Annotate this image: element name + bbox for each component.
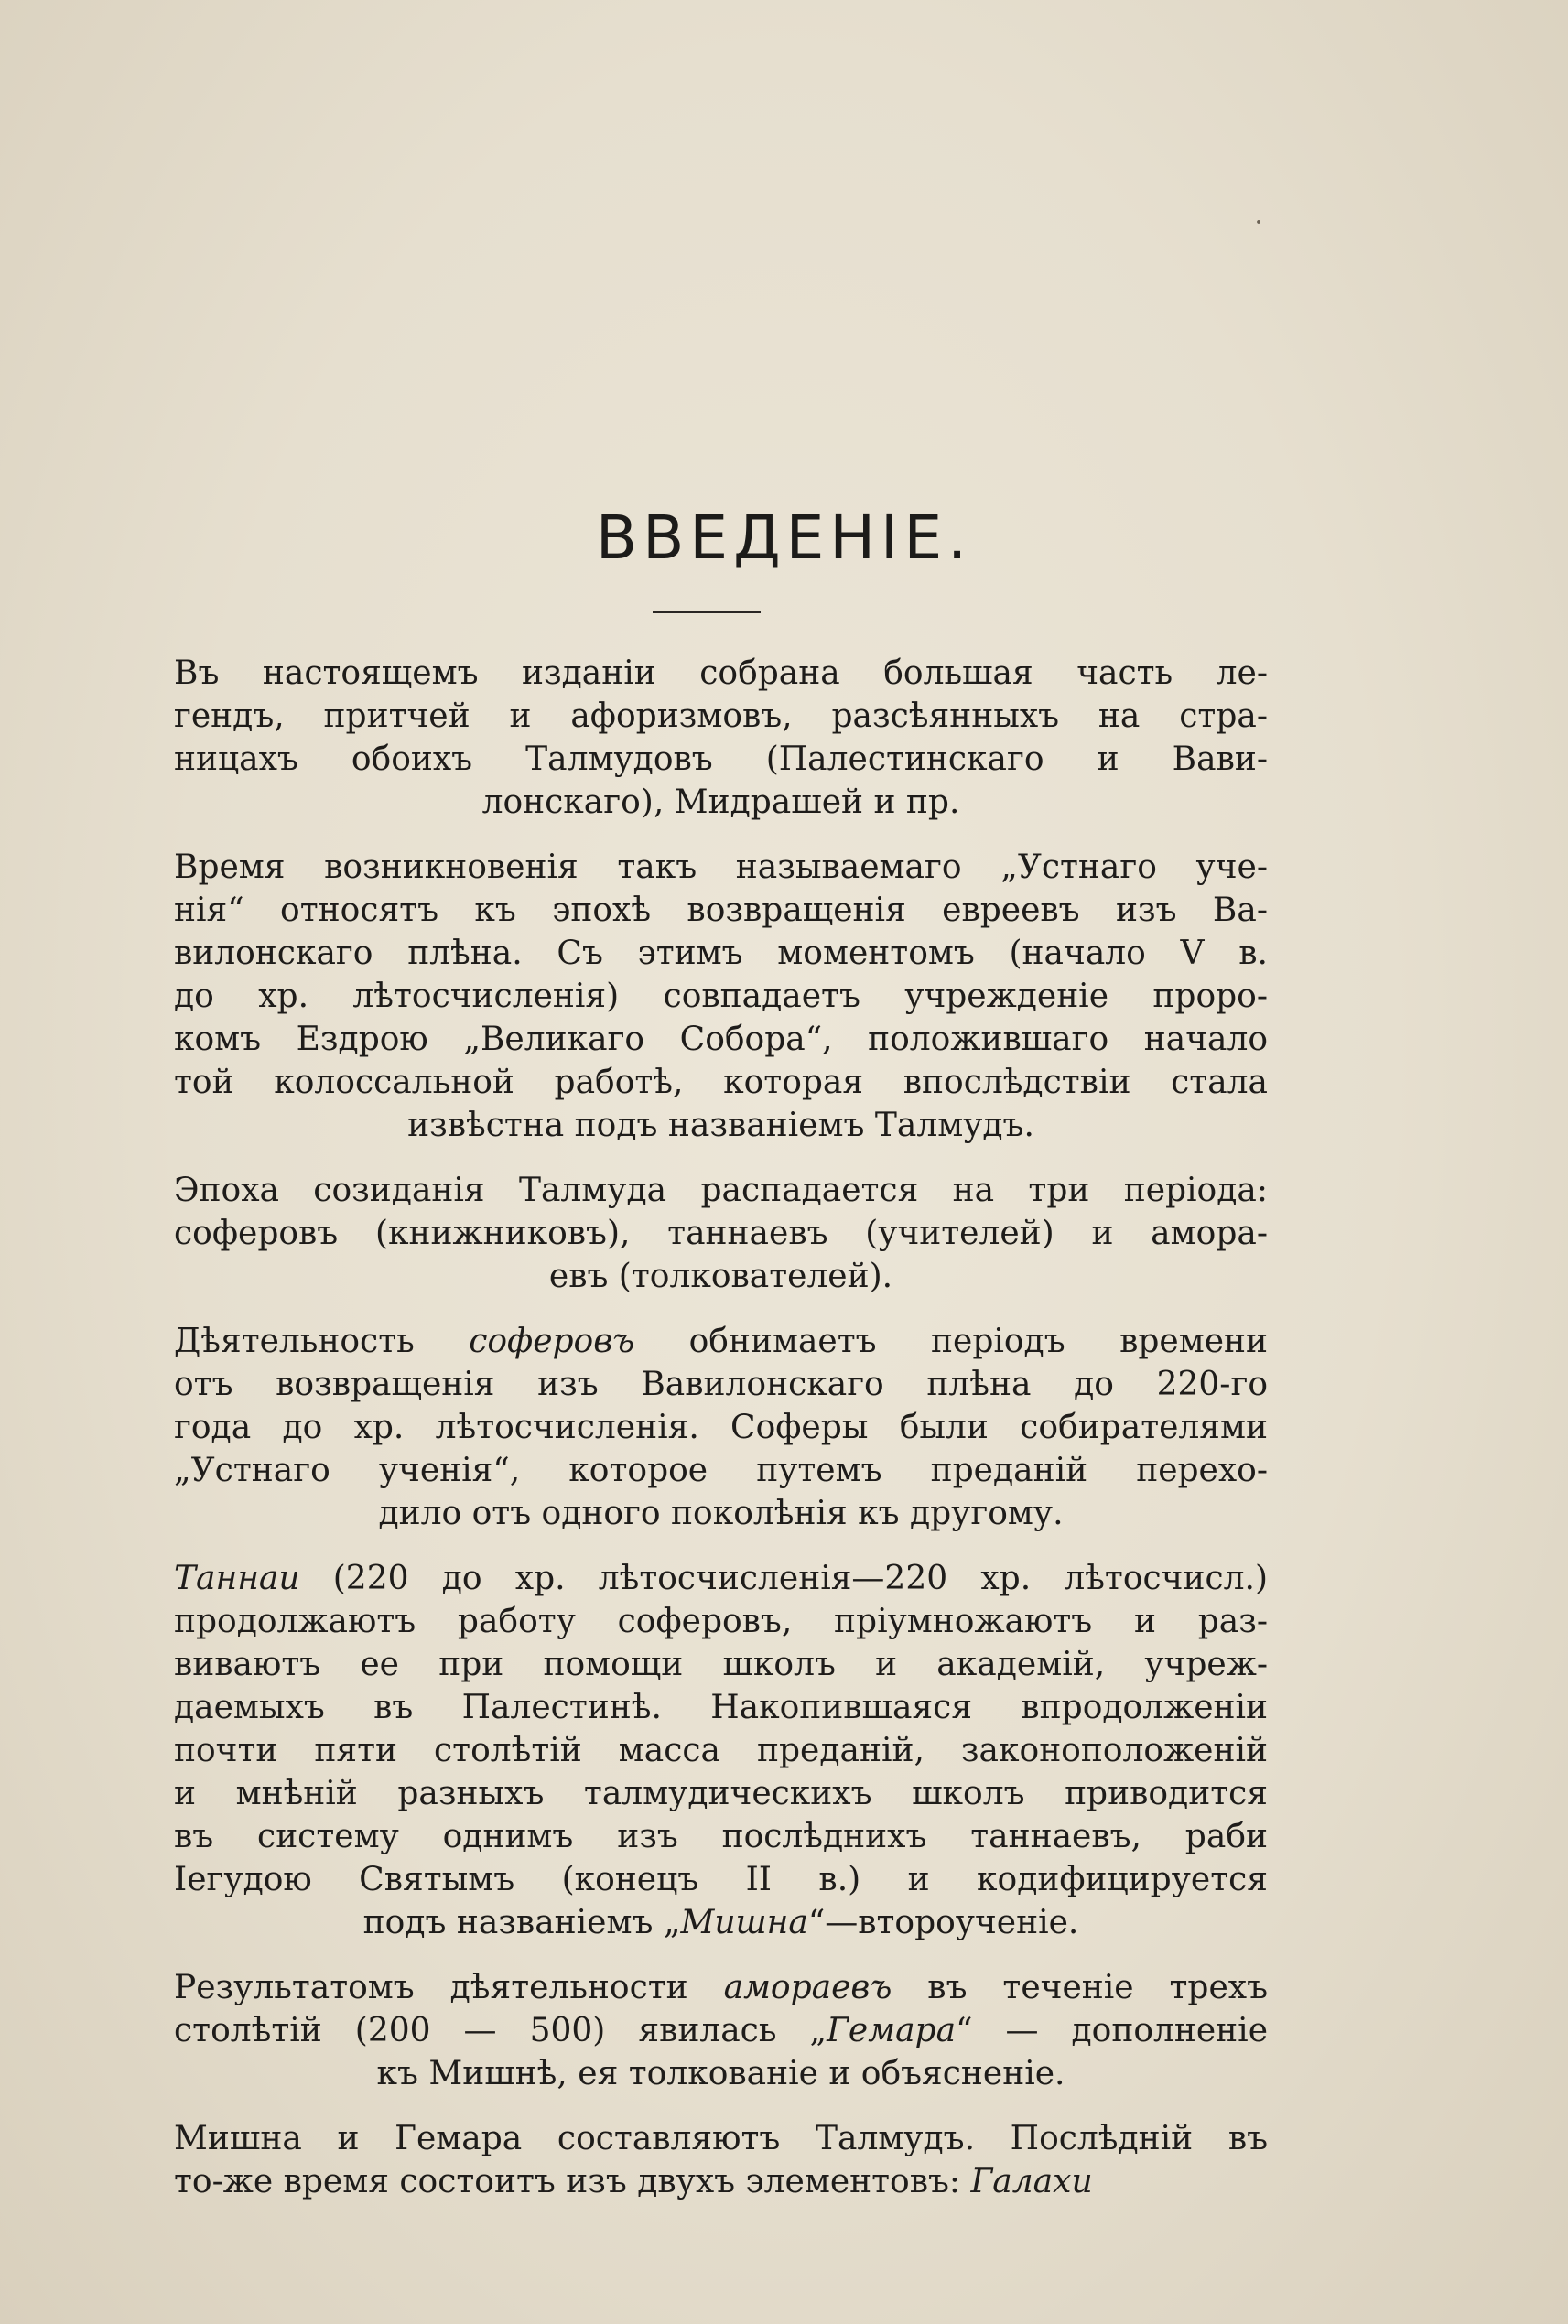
text-line (174, 1449, 1268, 1492)
title-rule (653, 611, 761, 613)
text-segment: вилонскаго плѣна. Съ этимъ моментомъ (начало V в. (174, 935, 1268, 972)
text-segment: “ — дополненіе (956, 2012, 1268, 2049)
text-segment: (220 до хр. лѣтосчисленія—220 хр. лѣтосчисл.) (299, 1560, 1268, 1597)
text-segment: то-же время состоитъ изъ двухъ элементовъ: (174, 2163, 971, 2200)
text-segment: въ теченіе трехъ (892, 1969, 1268, 2006)
text-segment: соферовъ (книжниковъ), таннаевъ (учителей) и амора- (174, 1215, 1268, 1252)
text-segment: столѣтій (200 — 500) явилась „ (174, 2012, 827, 2049)
text-line (174, 1643, 1268, 1686)
text-segment: къ Мишнѣ, ея толкованіе и объясненіе. (376, 2055, 1065, 2092)
text-line (174, 846, 1268, 889)
text-line (174, 1815, 1268, 1858)
text-segment: евъ (толкователей). (548, 1258, 893, 1295)
paragraph (174, 846, 1268, 1147)
text-line (174, 2052, 1268, 2095)
text-line (174, 889, 1268, 932)
text-segment: обнимаетъ періодъ времени (634, 1323, 1268, 1360)
text-segment: Результатомъ дѣятельности (174, 1969, 724, 2006)
text-segment: почти пяти столѣтій масса преданій, законоположеній (174, 1732, 1268, 1769)
paragraph (174, 652, 1268, 824)
italic-term: Галахи (970, 2163, 1093, 2200)
text-segment: продолжаютъ работу соферовъ, пріумножаютъ и раз- (174, 1603, 1268, 1640)
text-segment: Мишна и Гемара составляютъ Талмудъ. Послѣдній въ (174, 2120, 1268, 2157)
text-line (174, 1212, 1268, 1255)
text-line (174, 1363, 1268, 1406)
text-line (174, 1858, 1268, 1901)
text-segment: той колоссальной работѣ, которая впослѣдствіи стала (174, 1064, 1268, 1101)
paragraph (174, 1320, 1268, 1535)
text-segment: отъ возвращенія изъ Вавилонскаго плѣна до 220-го (174, 1366, 1268, 1403)
text-segment: Время возникновенія такъ называемаго „Устнаго уче- (174, 849, 1268, 886)
text-line (174, 2117, 1268, 2160)
text-line (174, 1557, 1268, 1600)
text-segment: нія“ относятъ къ эпохѣ возвращенія евреевъ изъ Ва- (174, 892, 1268, 929)
text-segment: до хр. лѣтосчисленія) совпадаетъ учрежденіе проро- (174, 978, 1268, 1015)
text-line (174, 1729, 1268, 1772)
text-line (174, 1966, 1268, 2009)
text-segment: гендъ, притчей и афоризмовъ, разсѣянныхъ на стра- (174, 697, 1268, 735)
text-line (174, 1061, 1268, 1104)
text-segment: даемыхъ въ Палестинѣ. Накопившаяся впродолженіи (174, 1689, 1268, 1726)
text-segment: виваютъ ее при помощи школъ и академій, учреж- (174, 1646, 1268, 1683)
text-line (174, 1255, 1268, 1298)
text-segment: ницахъ обоихъ Талмудовъ (Палестинскаго и Вави- (174, 740, 1268, 778)
ink-speck (1257, 220, 1260, 224)
text-line (174, 1104, 1268, 1147)
text-line (174, 975, 1268, 1018)
italic-term: амораевъ (723, 1969, 892, 2006)
text-line (174, 1169, 1268, 1212)
text-segment: Эпоха созиданія Талмуда распадается на три періода: (174, 1172, 1268, 1209)
text-line (174, 1600, 1268, 1643)
text-segment: Іегудою Святымъ (конецъ II в.) и кодифицируется (174, 1861, 1268, 1898)
text-line (174, 1772, 1268, 1815)
text-segment: въ систему однимъ изъ послѣднихъ таннаевъ, раби (174, 1818, 1268, 1855)
text-segment: комъ Ездрою „Великаго Собора“, положившаго начало (174, 1021, 1268, 1058)
italic-term: соферовъ (469, 1323, 635, 1360)
paragraph (174, 1169, 1268, 1298)
text-line (174, 695, 1268, 738)
text-line (174, 1901, 1268, 1944)
paragraph (174, 1557, 1268, 1944)
text-segment: и мнѣній разныхъ талмудическихъ школъ приводится (174, 1775, 1268, 1812)
text-segment: Въ настоящемъ изданіи собрана большая часть ле- (174, 654, 1268, 692)
page-title: ВВЕДЕНІЕ. (595, 503, 973, 573)
text-line (174, 2160, 1268, 2203)
text-segment: года до хр. лѣтосчисленія. Соферы были собирателями (174, 1409, 1268, 1446)
text-segment: дило отъ одного поколѣнія къ другому. (378, 1495, 1064, 1532)
text-segment: „Устнаго ученія“, которое путемъ преданій перехо- (174, 1452, 1268, 1489)
text-segment: извѣстна подъ названіемъ Талмудъ. (407, 1107, 1034, 1144)
paragraph (174, 2117, 1268, 2203)
text-line (174, 1492, 1268, 1535)
text-segment: подъ названіемъ „ (362, 1904, 681, 1941)
text-line (174, 2009, 1268, 2052)
text-line (174, 1686, 1268, 1729)
italic-term: Таннаи (174, 1560, 300, 1597)
text-line (174, 1320, 1268, 1363)
italic-term: Мишна (680, 1904, 808, 1941)
text-line (174, 932, 1268, 975)
paragraph (174, 1966, 1268, 2095)
text-segment: лонскаго), Мидрашей и пр. (481, 784, 960, 821)
text-line (174, 738, 1268, 781)
text-line (174, 652, 1268, 695)
text-line (174, 781, 1268, 824)
body-text (174, 652, 1268, 2225)
text-line (174, 1018, 1268, 1061)
text-segment: Дѣятельность (174, 1323, 470, 1360)
text-segment: “—второученіе. (807, 1904, 1079, 1941)
italic-term: Гемара (827, 2012, 957, 2049)
text-line (174, 1406, 1268, 1449)
